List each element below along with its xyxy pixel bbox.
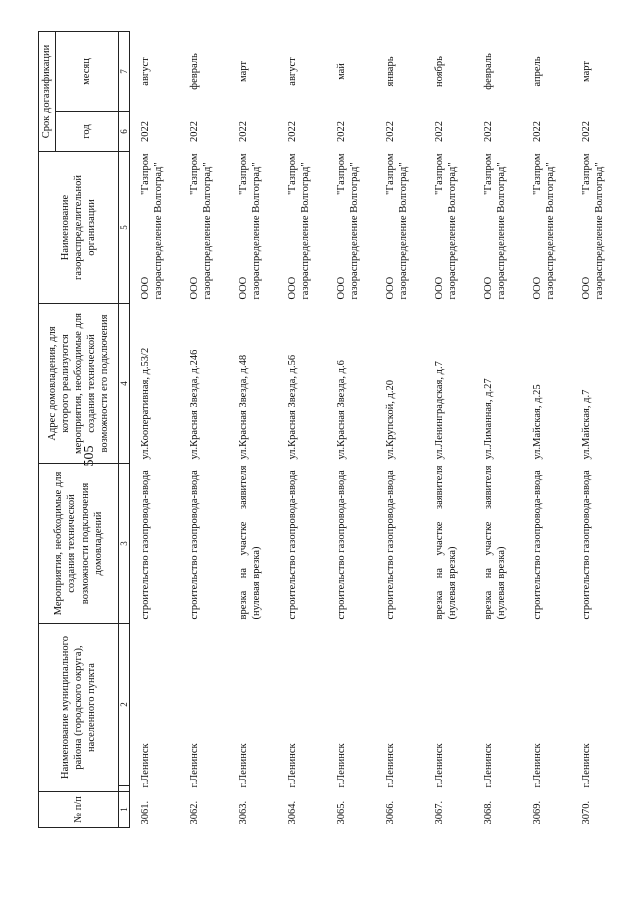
row-year: 2022 bbox=[140, 121, 151, 142]
column-divider bbox=[119, 786, 130, 792]
row-month: март bbox=[238, 61, 249, 82]
table-row bbox=[277, 31, 326, 827]
row-organization: ООО "Газпром газораспределение Волгоград" bbox=[140, 153, 165, 300]
header-year: год bbox=[56, 112, 119, 152]
row-year: 2022 bbox=[336, 121, 347, 142]
row-address: ул.Майская, д.25 bbox=[532, 384, 543, 460]
row-month: август bbox=[140, 57, 151, 86]
row-organization: ООО "Газпром газораспределение Волгоград" bbox=[581, 153, 606, 300]
row-place: г.Ленинск bbox=[581, 743, 592, 788]
header-num: № п/п bbox=[39, 792, 119, 828]
column-number: 6 bbox=[119, 112, 130, 152]
row-measure: врезка на участке заявителя (нулевая врезка) bbox=[434, 465, 459, 620]
row-number: 3065. bbox=[336, 800, 347, 825]
row-month: март bbox=[581, 61, 592, 82]
column-number: 2 bbox=[119, 624, 130, 786]
row-place: г.Ленинск bbox=[189, 743, 200, 788]
row-organization: ООО "Газпром газораспределение Волгоград" bbox=[336, 153, 361, 300]
row-organization: ООО "Газпром газораспределение Волгоград" bbox=[238, 153, 263, 300]
table-row bbox=[130, 31, 180, 827]
table-row bbox=[179, 31, 228, 827]
row-address: ул.Красная Звезда, д.6 bbox=[336, 360, 347, 460]
row-month: май bbox=[336, 63, 347, 80]
row-measure: врезка на участке заявителя (нулевая врезка) bbox=[238, 465, 263, 620]
row-measure: строительство газопровода-ввода bbox=[140, 470, 151, 620]
row-place: г.Ленинск bbox=[238, 743, 249, 788]
row-year: 2022 bbox=[385, 121, 396, 142]
row-month: февраль bbox=[189, 53, 200, 90]
row-measure: строительство газопровода-ввода bbox=[189, 470, 200, 620]
row-number: 3070. bbox=[581, 800, 592, 825]
row-place: г.Ленинск bbox=[532, 743, 543, 788]
row-year: 2022 bbox=[532, 121, 543, 142]
row-organization: ООО "Газпром газораспределение Волгоград" bbox=[287, 153, 312, 300]
row-measure: строительство газопровода-ввода bbox=[336, 470, 347, 620]
page-number: 505 bbox=[82, 445, 97, 467]
row-number: 3062. bbox=[189, 800, 200, 825]
row-place: г.Ленинск bbox=[385, 743, 396, 788]
row-month: февраль bbox=[483, 53, 494, 90]
row-address: ул.Крупской, д.20 bbox=[385, 380, 396, 460]
row-year: 2022 bbox=[581, 121, 592, 142]
row-number: 3061. bbox=[140, 800, 151, 825]
row-year: 2022 bbox=[434, 121, 445, 142]
row-number: 3067. bbox=[434, 800, 445, 825]
row-month: ноябрь bbox=[434, 56, 445, 87]
column-number: 5 bbox=[119, 152, 130, 304]
column-number: 1 bbox=[119, 792, 130, 828]
column-number: 3 bbox=[119, 464, 130, 624]
row-address: ул.Лиманная, д.27 bbox=[483, 378, 494, 460]
table-row bbox=[375, 31, 424, 827]
row-address: ул.Кооперативная, д.53/2 bbox=[140, 347, 151, 460]
column-number: 7 bbox=[119, 31, 130, 111]
header-address: Адрес домовладения, для которого реализуются мероприятия, необходимые для создания технической возможности его подключения bbox=[39, 304, 119, 464]
row-number: 3064. bbox=[287, 800, 298, 825]
row-measure: строительство газопровода-ввода bbox=[287, 470, 298, 620]
table-row bbox=[571, 31, 620, 827]
header-deadline: Срок догазификации bbox=[39, 31, 56, 151]
row-place: г.Ленинск bbox=[483, 743, 494, 788]
row-place: г.Ленинск bbox=[287, 743, 298, 788]
column-number: 4 bbox=[119, 304, 130, 464]
row-number: 3066. bbox=[385, 800, 396, 825]
row-organization: ООО "Газпром газораспределение Волгоград" bbox=[434, 153, 459, 300]
row-month: апрель bbox=[532, 56, 543, 87]
table-row bbox=[522, 31, 571, 827]
row-measure: строительство газопровода-ввода bbox=[532, 470, 543, 620]
row-number: 3068. bbox=[483, 800, 494, 825]
row-address: ул.Красная Звезда, д.48 bbox=[238, 354, 249, 460]
row-measure: врезка на участке заявителя (нулевая врезка) bbox=[483, 465, 508, 620]
table-row bbox=[473, 31, 522, 827]
row-year: 2022 bbox=[238, 121, 249, 142]
row-year: 2022 bbox=[189, 121, 200, 142]
row-number: 3063. bbox=[238, 800, 249, 825]
header-measures: Мероприятия, необходимые для создания технической возможности подключения домовладений bbox=[39, 464, 119, 624]
row-organization: ООО "Газпром газораспределение Волгоград" bbox=[189, 153, 214, 300]
row-organization: ООО "Газпром газораспределение Волгоград" bbox=[532, 153, 557, 300]
header-month: месяц bbox=[56, 31, 119, 111]
row-address: ул.Красная Звезда, д.246 bbox=[189, 349, 200, 460]
row-number: 3069. bbox=[532, 800, 543, 825]
header-organization: Наименование газораспределительной организации bbox=[39, 152, 119, 304]
table-row bbox=[424, 31, 473, 827]
table-row bbox=[326, 31, 375, 827]
row-measure: строительство газопровода-ввода bbox=[385, 470, 396, 620]
row-year: 2022 bbox=[483, 121, 494, 142]
header-municipality: Наименование муниципального района (городского округа), населенного пункта bbox=[39, 624, 119, 792]
row-organization: ООО "Газпром газораспределение Волгоград" bbox=[483, 153, 508, 300]
row-place: г.Ленинск bbox=[140, 743, 151, 788]
row-address: ул.Майская, д.7 bbox=[581, 389, 592, 460]
row-measure: строительство газопровода-ввода bbox=[581, 470, 592, 620]
table-row bbox=[228, 31, 277, 827]
row-place: г.Ленинск bbox=[336, 743, 347, 788]
row-month: январь bbox=[385, 56, 396, 87]
gasification-table bbox=[38, 31, 620, 828]
row-organization: ООО "Газпром газораспределение Волгоград" bbox=[385, 153, 410, 300]
row-address: ул.Красная Звезда, д.56 bbox=[287, 354, 298, 460]
row-year: 2022 bbox=[287, 121, 298, 142]
row-month: август bbox=[287, 57, 298, 86]
row-address: ул.Ленинградская, д.7 bbox=[434, 361, 445, 460]
row-place: г.Ленинск bbox=[434, 743, 445, 788]
